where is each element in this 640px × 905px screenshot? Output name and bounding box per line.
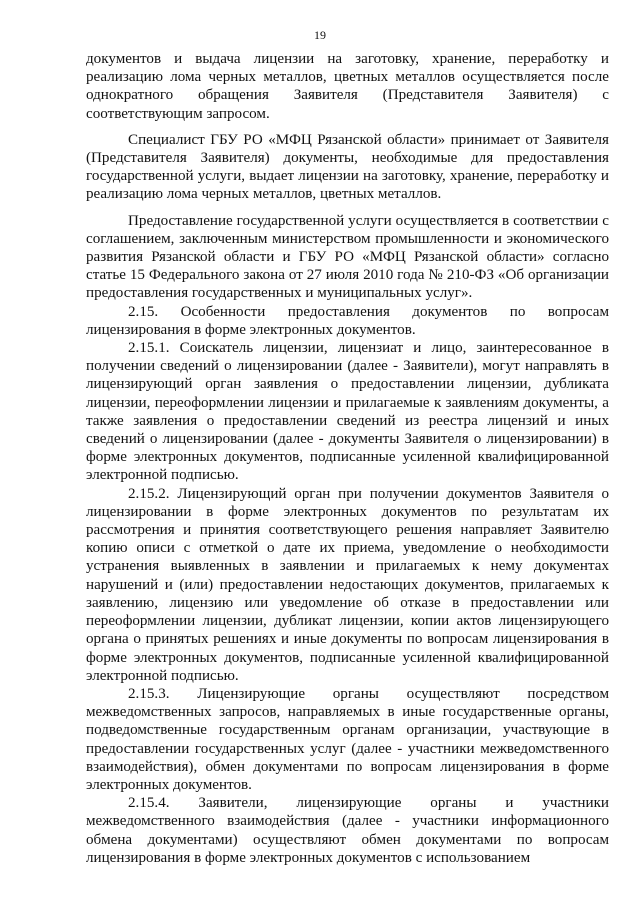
paragraph: 2.15.1. Соискатель лицензии, лицензиат и лицо, заинтересованное в получении сведений о лицензировании (далее - Заявители), могут направлять в лицензирующий орган заявления о предоставлении лицензии, дубликата лицензии, переоформлении лицензии и прилагаемые к заявлениям документы, а также заявления о предоставлении сведений из реестра лицензий и иных сведений о лицензировании (далее - документы Заявителя о лицензировании) в форме электронных документов, подписанные усиленной квалифицированной электронной подписью. [86, 340, 609, 484]
paragraph: 2.15.2. Лицензирующий орган при получении документов Заявителя о лицензировании в форме электронных документов по результатам их рассмотрения и принятия соответствующего решения направляет Заявителю копию описи с отметкой о дате их приема, уведомление о необходимости устранения выявленных в заявлении и прилагаемых к нему документах нарушений и (или) предоставлении недостающих документов, прилагаемых к заявлению, лицензию или уведомление об отказе в предоставлении или переоформлении лицензии, дубликат лицензии, копии актов лицензирующего органа о принятых решениях и иные документы по вопросам лицензирования в форме электронных документов, подписанные усиленной квалифицированной электронной подписью. [86, 485, 609, 684]
paragraph: 2.15.3. Лицензирующие органы осуществляют посредством межведомственных запросов, направляемых в иные государственные органы, подведомственные государственным органам организации, участвующие в предоставлении государственных услуг (далее - участники межведомственного взаимодействия), обмен документами по вопросам лицензирования в форме электронных документов. [86, 685, 609, 793]
document-body [86, 50, 609, 867]
page-number: 19 [314, 28, 326, 42]
paragraph: документов и выдача лицензии на заготовку, хранение, переработку и реализацию лома черных металлов, цветных металлов осуществляется после однократного обращения Заявителя (Представителя Заявителя) с соответствующим запросом. [86, 51, 609, 122]
paragraph: Специалист ГБУ РО «МФЦ Рязанской области» принимает от Заявителя (Представителя Заявителя) документы, необходимые для предоставления государственной услуги, выдает лицензии на заготовку, хранение, переработку и реализацию лома черных металлов, цветных металлов. [86, 131, 609, 203]
paragraph-heading: 2.15. Особенности предоставления документов по вопросам лицензирования в форме электронных документов. [86, 303, 609, 338]
paragraph: 2.15.4. Заявители, лицензирующие органы и участники межведомственного взаимодействия (далее - участники информационного обмена документами) осуществляют обмен документами по вопросам лицензирования в форме электронных документов с использованием [86, 795, 609, 866]
paragraph: Предоставление государственной услуги осуществляется в соответствии с соглашением, заключенным министерством промышленности и экономического развития Рязанской области и ГБУ РО «МФЦ Рязанской области» согласно статье 15 Федерального закона от 27 июля 2010 года № 210-ФЗ «Об организации предоставления государственных и муниципальных услуг». [86, 212, 609, 302]
